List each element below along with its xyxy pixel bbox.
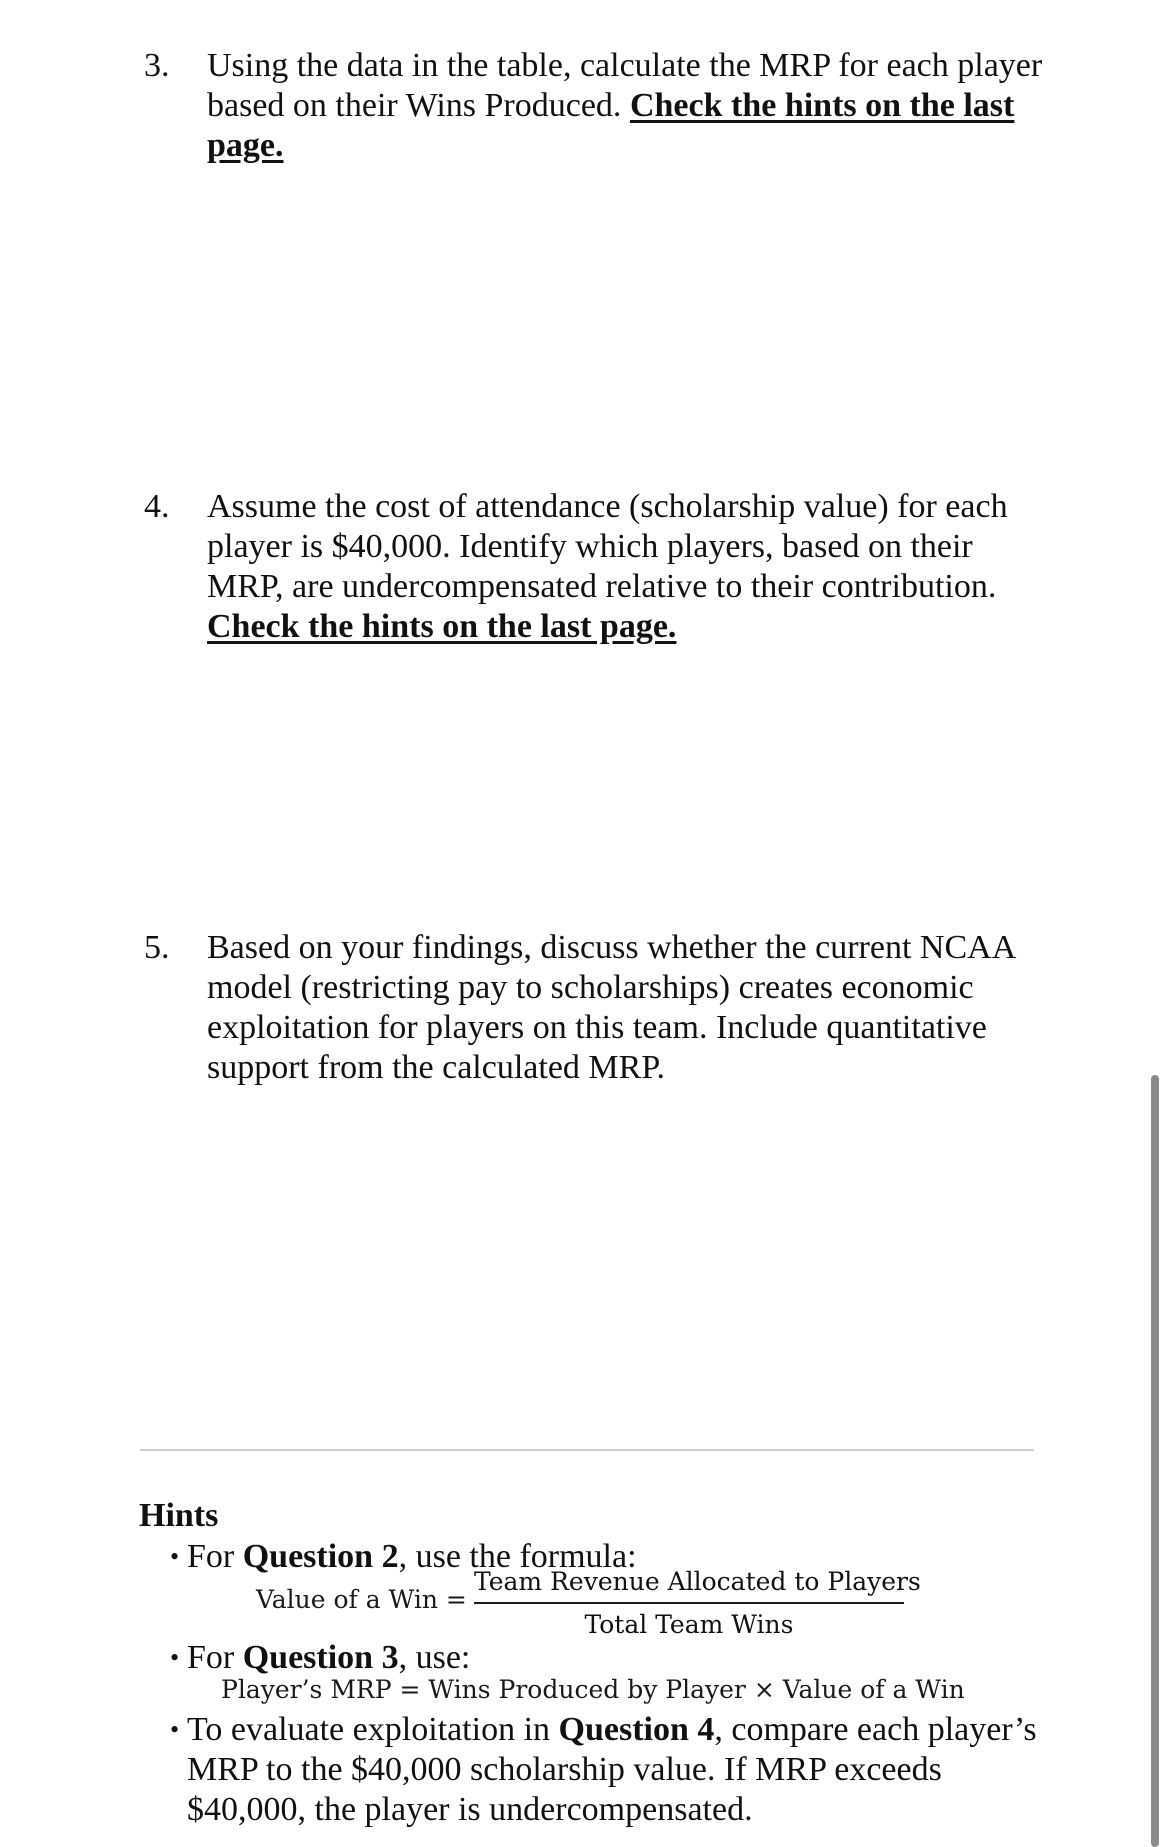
hint-question-ref: Question 4	[558, 1711, 715, 1748]
hints-link[interactable]: Check the hints on the last page.	[207, 608, 677, 645]
question-text: Using the data in the table, calculate the MRP for each player based on their Wins Produced.	[207, 47, 1043, 124]
hint-question-ref: Question 3	[242, 1639, 399, 1676]
question-text: Based on your findings, discuss whether the current NCAA model (restricting pay to scholarships) creates economic exploitation for players on this team. Include quantitative support from the calculated MRP.	[207, 929, 1015, 1086]
bullet-icon: •	[170, 1715, 180, 1744]
bullet-icon: •	[170, 1542, 180, 1571]
formula-player-mrp: Player’s MRP = Wins Produced by Player × Value of a Win	[221, 1675, 965, 1704]
hint-item-question-4	[170, 1710, 1050, 1830]
hints-link[interactable]: Check the hints on the last page.	[207, 87, 1015, 164]
formula-numerator: Team Revenue Allocated to Players	[474, 1567, 904, 1604]
question-5	[144, 928, 1052, 1088]
hint-question-ref: Question 2	[242, 1538, 399, 1575]
question-number: 4.	[144, 488, 170, 525]
hints-title: Hints	[139, 1497, 219, 1534]
bullet-icon: •	[170, 1643, 180, 1672]
hint-suffix: , compare each player’s MRP to the $40,000 scholarship value. If MRP exceeds $40,000, the player is undercompensated.	[187, 1711, 1037, 1828]
question-text: Assume the cost of attendance (scholarship value) for each player is $40,000. Identify which players, based on their MRP, are undercompensated relative to their contribution.	[207, 488, 1008, 605]
section-divider	[140, 1449, 1034, 1451]
formula-value-of-win-fraction	[474, 1567, 921, 1639]
hint-prefix: To evaluate exploitation in	[187, 1711, 559, 1748]
hint-prefix: For	[187, 1639, 243, 1676]
formula-value-of-win-lhs: Value of a Win =	[256, 1585, 467, 1614]
formula-denominator: Total Team Wins	[584, 1610, 794, 1639]
question-number: 5.	[144, 929, 170, 966]
hint-suffix: , use the formula:	[398, 1538, 637, 1575]
hint-prefix: For	[187, 1538, 243, 1575]
hint-item-question-3	[170, 1638, 1050, 1678]
question-number: 3.	[144, 47, 170, 84]
hint-suffix: , use:	[398, 1639, 471, 1676]
question-3	[144, 46, 1052, 166]
vertical-scrollbar[interactable]	[1151, 1075, 1159, 1847]
question-4	[144, 487, 1052, 647]
